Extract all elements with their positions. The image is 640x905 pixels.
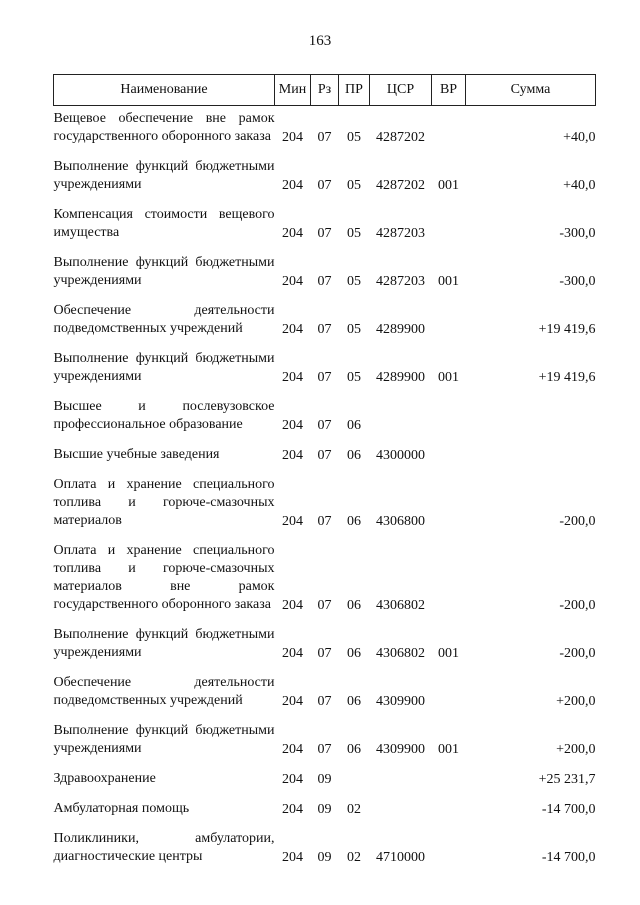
cell-csr — [370, 788, 432, 818]
cell-name: Оплата и хранение специального топлива и горюче-смазочных материалов вне рамок государственного оборонного заказа — [53, 543, 275, 612]
cell-sum: -300,0 — [559, 274, 596, 289]
cell-vr — [432, 788, 466, 818]
cell-vr — [432, 818, 466, 866]
cell-name: Амбулаторная помощь — [53, 801, 190, 816]
cell-pr: 05 — [347, 226, 361, 241]
cell-pr: 06 — [347, 448, 361, 463]
cell-vr — [432, 106, 466, 147]
table-row — [54, 146, 596, 194]
cell-rz: 07 — [317, 130, 332, 145]
cell-vr — [432, 758, 466, 788]
table-row — [54, 758, 596, 788]
cell-sum: +200,0 — [556, 742, 596, 757]
column-header-sum: Сумма — [466, 75, 596, 106]
cell-pr: 05 — [347, 322, 361, 337]
cell-sum: -200,0 — [559, 598, 596, 613]
cell-csr: 4309900 — [376, 694, 425, 709]
cell-csr: 4289900 — [376, 322, 425, 337]
cell-pr: 06 — [347, 598, 361, 613]
cell-name: Высшее и послевузовское профессиональное образование — [53, 399, 275, 432]
cell-sum: +19 419,6 — [538, 322, 596, 337]
cell-sum: +25 231,7 — [538, 772, 596, 787]
cell-csr: 4287203 — [376, 274, 425, 289]
table-row — [54, 290, 596, 338]
column-header-rz: Рз — [311, 75, 339, 106]
column-header-name: Наименование — [54, 75, 275, 106]
table-row — [54, 242, 596, 290]
cell-csr: 4306802 — [376, 646, 425, 661]
cell-min: 204 — [282, 448, 303, 463]
table-row — [54, 434, 596, 464]
cell-pr: 02 — [347, 850, 361, 865]
cell-name: Вещевое обеспечение вне рамок государственного оборонного заказа — [53, 111, 275, 144]
cell-sum: -14 700,0 — [541, 850, 596, 865]
cell-min: 204 — [282, 850, 303, 865]
cell-csr: 4287202 — [376, 178, 425, 193]
cell-rz: 07 — [317, 418, 332, 433]
cell-name: Выполнение функций бюджетными учреждениями — [53, 255, 275, 288]
cell-min: 204 — [282, 322, 303, 337]
cell-pr: 05 — [347, 370, 361, 385]
cell-vr — [432, 530, 466, 614]
cell-vr — [432, 434, 466, 464]
table-row — [54, 386, 596, 434]
cell-pr — [339, 758, 370, 788]
cell-rz: 09 — [317, 802, 332, 817]
cell-min: 204 — [282, 130, 303, 145]
cell-vr: 001 — [438, 370, 459, 385]
table-row — [54, 662, 596, 710]
cell-csr: 4710000 — [376, 850, 425, 865]
table-row — [54, 614, 596, 662]
cell-rz: 07 — [317, 694, 332, 709]
cell-csr — [370, 758, 432, 788]
column-header-pr: ПР — [339, 75, 370, 106]
table-row — [54, 194, 596, 242]
cell-vr: 001 — [438, 742, 459, 757]
cell-name: Выполнение функций бюджетными учреждениями — [53, 159, 275, 192]
cell-min: 204 — [282, 178, 303, 193]
cell-min: 204 — [282, 598, 303, 613]
cell-rz: 07 — [317, 514, 332, 529]
cell-rz: 07 — [317, 274, 332, 289]
cell-sum: -200,0 — [559, 514, 596, 529]
cell-name: Обеспечение деятельности подведомственных учреждений — [53, 675, 275, 708]
cell-csr: 4300000 — [376, 448, 425, 463]
table-header-row — [54, 75, 596, 106]
cell-rz: 09 — [317, 850, 332, 865]
table-row — [54, 106, 596, 147]
cell-rz: 07 — [317, 370, 332, 385]
budget-table — [53, 74, 596, 866]
cell-vr — [432, 194, 466, 242]
cell-vr: 001 — [438, 274, 459, 289]
cell-vr — [432, 386, 466, 434]
cell-pr: 02 — [347, 802, 361, 817]
cell-csr: 4289900 — [376, 370, 425, 385]
cell-csr: 4306800 — [376, 514, 425, 529]
cell-rz: 07 — [317, 598, 332, 613]
cell-sum: -300,0 — [559, 226, 596, 241]
cell-sum: +200,0 — [556, 694, 596, 709]
column-header-vr: ВР — [432, 75, 466, 106]
table-row — [54, 818, 596, 866]
cell-rz: 09 — [317, 772, 332, 787]
cell-min: 204 — [282, 694, 303, 709]
cell-pr: 06 — [347, 418, 361, 433]
cell-rz: 07 — [317, 646, 332, 661]
cell-vr — [432, 290, 466, 338]
cell-rz: 07 — [317, 226, 332, 241]
cell-pr: 05 — [347, 130, 361, 145]
cell-csr: 4287203 — [376, 226, 425, 241]
cell-sum: -14 700,0 — [541, 802, 596, 817]
table-row — [54, 710, 596, 758]
cell-sum — [466, 434, 596, 464]
cell-min: 204 — [282, 514, 303, 529]
cell-csr: 4287202 — [376, 130, 425, 145]
cell-vr — [432, 662, 466, 710]
cell-csr: 4306802 — [376, 598, 425, 613]
cell-rz: 07 — [317, 178, 332, 193]
cell-min: 204 — [282, 646, 303, 661]
cell-sum: +19 419,6 — [538, 370, 596, 385]
table-row — [54, 338, 596, 386]
cell-min: 204 — [282, 418, 303, 433]
cell-rz: 07 — [317, 742, 332, 757]
cell-rz: 07 — [317, 448, 332, 463]
cell-sum — [466, 386, 596, 434]
table-row — [54, 464, 596, 530]
cell-name: Высшие учебные заведения — [53, 447, 220, 462]
table-body — [54, 106, 596, 867]
cell-pr: 05 — [347, 178, 361, 193]
cell-name: Выполнение функций бюджетными учреждениями — [53, 627, 275, 660]
cell-vr — [432, 464, 466, 530]
cell-csr: 4309900 — [376, 742, 425, 757]
column-header-min: Мин — [275, 75, 311, 106]
cell-pr: 06 — [347, 742, 361, 757]
cell-min: 204 — [282, 226, 303, 241]
cell-pr: 05 — [347, 274, 361, 289]
cell-min: 204 — [282, 742, 303, 757]
cell-name: Здравоохранение — [53, 771, 156, 786]
cell-sum: +40,0 — [563, 130, 596, 145]
cell-sum: +40,0 — [563, 178, 596, 193]
cell-min: 204 — [282, 802, 303, 817]
cell-csr — [370, 386, 432, 434]
cell-pr: 06 — [347, 694, 361, 709]
page-number: 163 — [308, 33, 332, 49]
cell-name: Выполнение функций бюджетными учреждениями — [53, 723, 275, 756]
table-row — [54, 530, 596, 614]
cell-pr: 06 — [347, 514, 361, 529]
cell-min: 204 — [282, 370, 303, 385]
cell-name: Оплата и хранение специального топлива и горюче-смазочных материалов — [53, 477, 275, 528]
cell-sum: -200,0 — [559, 646, 596, 661]
cell-min: 204 — [282, 274, 303, 289]
cell-min: 204 — [282, 772, 303, 787]
cell-name: Поликлиники, амбулатории, диагностические центры — [53, 831, 275, 864]
table-row — [54, 788, 596, 818]
cell-name: Компенсация стоимости вещевого имущества — [53, 207, 275, 240]
cell-rz: 07 — [317, 322, 332, 337]
cell-pr: 06 — [347, 646, 361, 661]
cell-name: Обеспечение деятельности подведомственных учреждений — [53, 303, 275, 336]
column-header-csr: ЦСР — [370, 75, 432, 106]
cell-vr: 001 — [438, 178, 459, 193]
cell-name: Выполнение функций бюджетными учреждениями — [53, 351, 275, 384]
cell-vr: 001 — [438, 646, 459, 661]
